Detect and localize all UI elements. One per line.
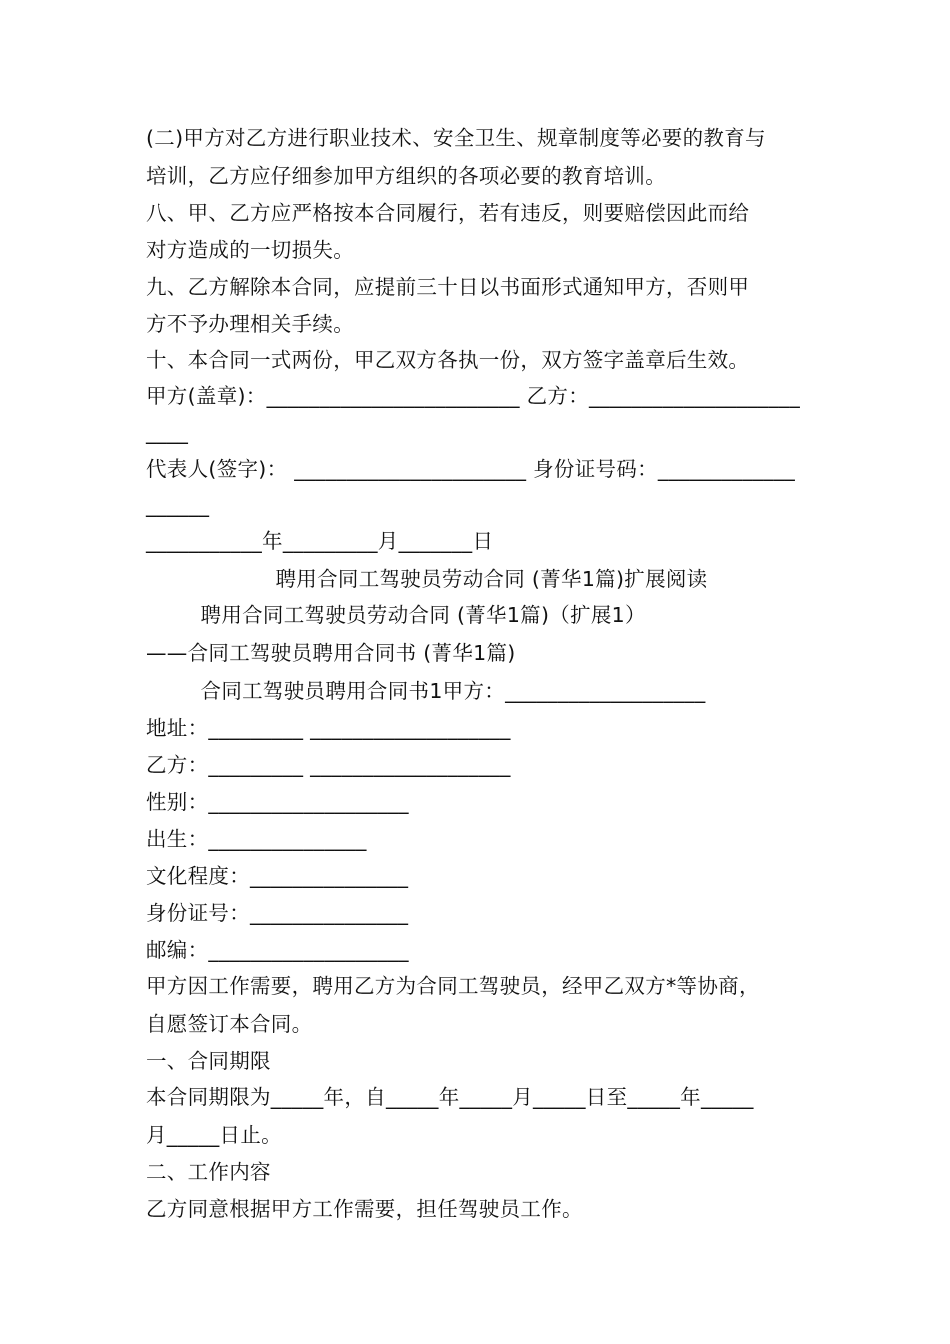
form-field-postcode: 邮编：___________________ [146,938,409,962]
form-field-address: 地址：_________ ___________________ [146,716,511,740]
text-line: ____ [146,420,189,444]
contract-heading: 合同工驾驶员聘用合同书1甲方：___________________ [146,679,706,703]
extended-reading-title: 聘用合同工驾驶员劳动合同 (菁华1篇)扩展阅读 [146,567,708,591]
form-field-gender: 性别：___________________ [146,790,409,814]
form-field-birth: 出生：_______________ [146,827,367,851]
text-line: 对方造成的一切损失。 [146,238,354,262]
text-line: 月_____日止。 [146,1123,282,1147]
text-line: 八、甲、乙方应严格按本合同履行，若有违反，则要赔偿因此而给 [146,201,750,225]
form-field-id-number: 身份证号：_______________ [146,901,409,925]
form-field-education: 文化程度：_______________ [146,864,409,888]
text-line: 本合同期限为_____年，自_____年_____月_____日至_____年_____ [146,1085,754,1109]
text-line: ______ [146,493,210,517]
text-line: 培训，乙方应仔细参加甲方组织的各项必要的教育培训。 [146,164,666,188]
extended-reading-subtitle: 聘用合同工驾驶员劳动合同 (菁华1篇)（扩展1） [146,603,646,627]
section-heading: 一、合同期限 [146,1049,271,1073]
signature-line-party-a: 甲方(盖章)：________________________ 乙方：____________________ [146,384,801,408]
text-line: 九、乙方解除本合同，应提前三十日以书面形式通知甲方，否则甲 [146,275,750,299]
date-line: ___________年_________月_______日 [146,529,494,553]
form-field-party-b: 乙方：_________ ___________________ [146,753,511,777]
text-line: 十、本合同一式两份，甲乙双方各执一份，双方签字盖章后生效。 [146,348,750,372]
text-line: 甲方因工作需要，聘用乙方为合同工驾驶员，经甲乙双方*等协商， [146,974,760,998]
text-line: 自愿签订本合同。 [146,1012,313,1036]
text-line: (二)甲方对乙方进行职业技术、安全卫生、规章制度等必要的教育与 [146,126,766,150]
signature-line-representative: 代表人(签字)： ______________________ 身份证号码：_____________ [146,457,796,481]
section-heading: 二、工作内容 [146,1160,271,1184]
section-heading: ——合同工驾驶员聘用合同书 (菁华1篇) [146,641,516,665]
text-line: 乙方同意根据甲方工作需要，担任驾驶员工作。 [146,1197,583,1221]
text-line: 方不予办理相关手续。 [146,312,354,336]
